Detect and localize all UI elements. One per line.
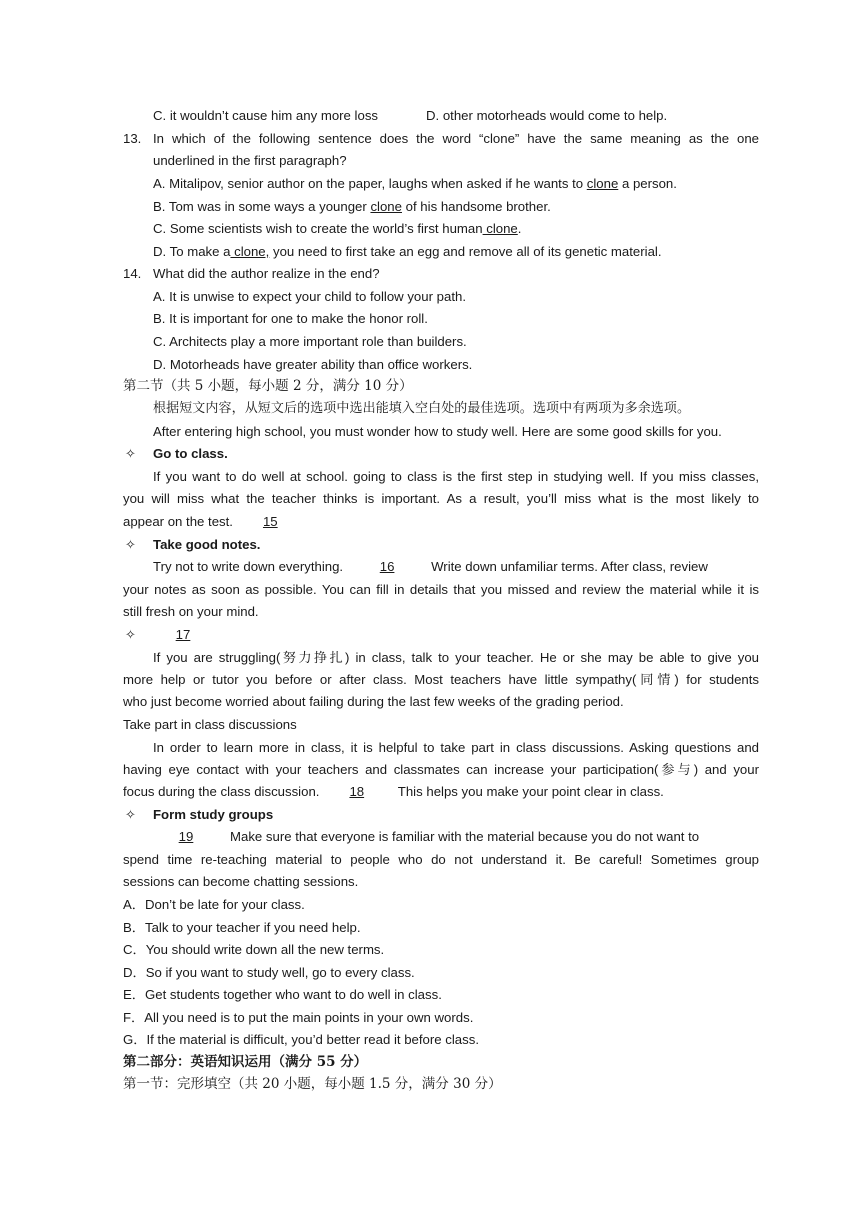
- section2-heading: 第二节（共 5 小题，每小题 2 分，满分 10 分）: [123, 378, 413, 394]
- q13-stem-line2: underlined in the first paragraph?: [153, 153, 347, 168]
- q13-c-underlined: clone: [482, 221, 518, 236]
- q13-b-underlined: clone: [370, 199, 402, 214]
- heading-go-to-class: Go to class.: [153, 446, 228, 461]
- q13-number: 13.: [123, 131, 142, 146]
- p5-line2: spend time re-teaching material to people who do not understand it. Be careful! Sometimes group: [123, 852, 759, 867]
- option-c: C．You should write down all the new terms.: [123, 942, 385, 957]
- q13-d-text: D. To make a: [153, 244, 231, 259]
- p3-line1-text-end: ) in class, talk to your teacher. He or she may be able to give you: [345, 650, 760, 665]
- p5-line3: sessions can become chatting sessions.: [123, 874, 359, 889]
- q13-a-text-end: a person.: [618, 176, 677, 191]
- option-a: A．Don’t be late for your class.: [123, 897, 305, 912]
- q12-option-c: C. it wouldn’t cause him any more loss: [153, 108, 379, 123]
- p4-line3: [123, 784, 759, 800]
- q13-a-text: A. Mitalipov, senior author on the paper, laughs when asked if he wants to: [153, 176, 587, 191]
- p4-line3-text-end: This helps you make your point clear in class.: [397, 784, 664, 799]
- heading-form-study-groups: Form study groups: [153, 807, 274, 822]
- option-e: E．Get students together who want to do well in class.: [123, 987, 442, 1002]
- option-b: B．Talk to your teacher if you need help.: [123, 920, 361, 935]
- p4-line3-text: focus during the class discussion.: [123, 784, 320, 799]
- p1-line3: [123, 514, 759, 530]
- p2-line3: still fresh on your mind.: [123, 604, 259, 619]
- q13-option-a: [153, 176, 759, 192]
- p4-line1: In order to learn more in class, it is helpful to take part in class discussions. Asking questions and: [153, 740, 759, 755]
- p3-line1-text: If you are struggling(: [153, 650, 281, 665]
- q13-b-text: B. Tom was in some ways a younger: [153, 199, 371, 214]
- p4-line2: [123, 762, 759, 779]
- diamond-bullet-icon: ✧: [125, 627, 136, 642]
- option-g: G．If the material is difficult, you’d better read it before class.: [123, 1032, 479, 1047]
- q14-option-a: A. It is unwise to expect your child to follow your path.: [153, 289, 466, 304]
- q13-d-underlined: clone,: [230, 244, 270, 259]
- p5-line1-text: Make sure that everyone is familiar with the material because you do not want to: [230, 829, 700, 844]
- q13-d-text-end: you need to first take an egg and remove all of its genetic material.: [269, 244, 662, 259]
- p2-line1: [153, 559, 759, 575]
- p4-line2-text: having eye contact with your teachers and classmates can increase your participation(: [123, 762, 659, 777]
- p4-line2-chinese: 参与: [658, 763, 694, 778]
- q14-option-d: D. Motorheads have greater ability than office workers.: [153, 357, 473, 372]
- blank-15: 15: [262, 514, 278, 529]
- blank-16: 16: [379, 559, 395, 574]
- q14-number: 14.: [123, 266, 142, 281]
- option-d: D．So if you want to study well, go to every class.: [123, 965, 415, 980]
- q14-option-c: C. Architects play a more important role than builders.: [153, 334, 467, 349]
- q13-stem-line1: In which of the following sentence does the word “clone” have the same meaning as the one: [153, 131, 759, 146]
- p1-line2: you will miss what the teacher thinks is important. As a result, you’ll miss what is the most likely to: [123, 491, 759, 506]
- q12-option-d: D. other motorheads would come to help.: [426, 108, 668, 123]
- q14-stem: What did the author realize in the end?: [153, 266, 380, 281]
- p2-line2: your notes as soon as possible. You can fill in details that you missed and review the material while it is: [123, 582, 759, 597]
- p4-line2-text-end: ) and your: [693, 762, 759, 777]
- diamond-bullet-icon: ✧: [125, 446, 136, 461]
- q13-option-b: [153, 199, 759, 215]
- q14-option-b: B. It is important for one to make the honor roll.: [153, 311, 428, 326]
- q13-b-text-end: of his handsome brother.: [401, 199, 551, 214]
- p3-line1: [153, 650, 759, 667]
- p3-line2: [123, 672, 759, 689]
- q13-option-c: [153, 221, 759, 237]
- q13-c-text: C. Some scientists wish to create the world’s first human: [153, 221, 483, 236]
- heading-class-discussions: Take part in class discussions: [123, 717, 297, 732]
- p1-line1: If you want to do well at school. going to class is the first step in studying well. If you miss classes,: [153, 469, 759, 484]
- p3-line2-text: more help or tutor you before or after class. Most teachers have little sympathy(: [123, 672, 637, 687]
- p3-line3: who just become worried about failing during the last few weeks of the grading period.: [123, 694, 624, 709]
- p1-line3-text: appear on the test.: [123, 514, 233, 529]
- heading-take-good-notes: Take good notes.: [153, 537, 261, 552]
- q13-a-underlined: clone: [586, 176, 619, 191]
- blank-18: 18: [349, 784, 365, 799]
- part2-subheading: 第一节：完形填空（共 20 小题，每小题 1.5 分，满分 30 分）: [123, 1076, 502, 1092]
- blank-17: 17: [175, 627, 191, 642]
- p3-line1-chinese: 努力挣扎: [280, 651, 346, 666]
- q13-c-text-end: .: [517, 221, 522, 236]
- p5-line1: [153, 829, 759, 845]
- section2-instruction: 根据短文内容，从短文后的选项中选出能填入空白处的最佳选项。选项中有两项为多余选项。: [153, 401, 691, 416]
- diamond-bullet-icon: ✧: [125, 807, 136, 822]
- p2-line1-text-end: Write down unfamiliar terms. After class, review: [431, 559, 708, 574]
- q12-options-line: [153, 108, 759, 124]
- p3-line2-text-end: ) for students: [674, 672, 760, 687]
- q13-option-d: [153, 244, 759, 260]
- passage-intro: After entering high school, you must wonder how to study well. Here are some good skills for you.: [153, 424, 722, 439]
- part2-heading: 第二部分：英语知识运用（满分 55 分）: [123, 1054, 368, 1070]
- p2-line1-text: Try not to write down everything.: [153, 559, 344, 574]
- diamond-bullet-icon: ✧: [125, 537, 136, 552]
- heading-blank-17: [153, 627, 759, 643]
- option-f: F．All you need is to put the main points in your own words.: [123, 1010, 474, 1025]
- blank-19: 19: [178, 829, 194, 844]
- p3-line2-chinese: 同情: [636, 673, 675, 688]
